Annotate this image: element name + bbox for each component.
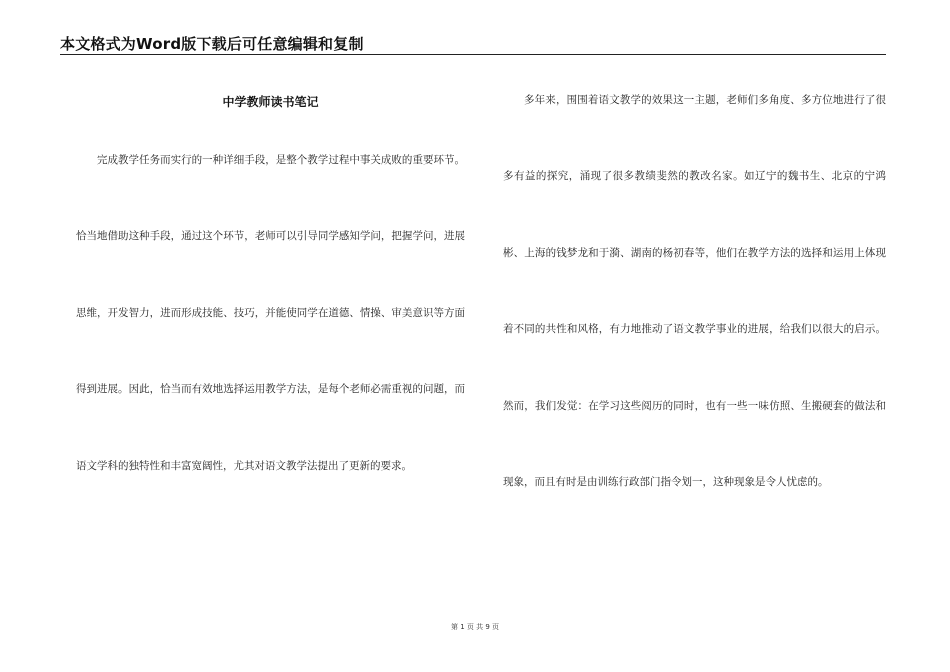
page-number-indicator: 第 1 页 共 9 页 <box>450 623 500 631</box>
download-notice-banner: 本文格式为Word版下载后可任意编辑和复制 <box>60 35 364 53</box>
document-title: 中学教师读书笔记 <box>222 95 319 109</box>
header-divider <box>60 54 886 55</box>
body-paragraph-left: 完成教学任务而实行的一种详细手段，是整个教学过程中事关成败的重要环节。恰当地借助这种手段，通过这个环节，老师可以引导同学感知学问，把握学问，进展思维，开发智力，进而形成技能、技巧，并能使同学在道德、情操、审美意识等方面得到进展。因此，恰当而有效地选择运用教学方法，是每个老师必需重视的问题，而语文学科的独特性和丰富宽阔性，尤其对语文教学法提出了更新的要求。 <box>76 154 465 472</box>
body-paragraph-right: 多年来，围围着语文教学的效果这一主题，老师们多角度、多方位地进行了很多有益的探究，涌现了很多教绩斐然的教改名家。如辽宁的魏书生、北京的宁鸿彬、上海的钱梦龙和于漪、湖南的杨初春等，他们在教学方法的选择和运用上体现着不同的共性和风格，有力地推动了语文教学事业的进展，给我们以很大的启示。然而，我们发觉：在学习这些阅历的同时，也有一些一味仿照、生搬硬套的做法和现象，而且有时是由训练行政部门指令划一，这种现象是令人忧虑的。 <box>503 94 886 489</box>
